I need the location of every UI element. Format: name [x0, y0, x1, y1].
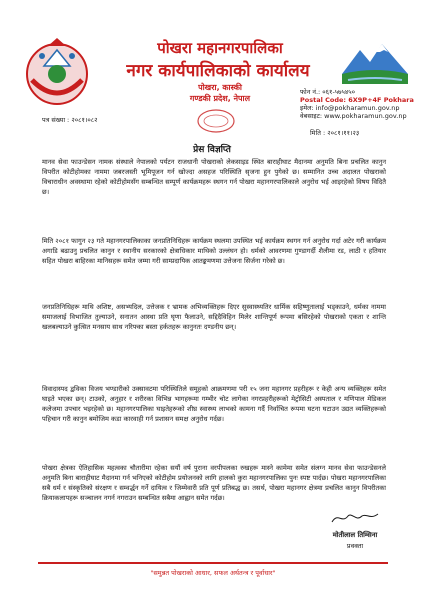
date-label: मिति :: [310, 129, 326, 137]
paragraph-1: मानव सेवा फाउन्डेसन नामक संस्थाले नेपालको पर्यटन राजधानी पोखराको लेकसाइड स्थित बाराहीघाट मैदानमा अनुमति बिना प्रचलित कानुन विपरीत कोटीहोमका नाममा जबरजस्ती भूमिपूजन गर्न खोज्दा असहज परिस्थिति सृजना हुन पुगेको छ। सम्मानित उच्च अदालत पोखराको विचाराधीन अवस्थामा रहेको कोटीहोमसँग सम्बन्धित सम्पूर्ण कार्यक्रमहरू स्थगन गर्न पोखरा महानगरपालिकाले अनुरोध भई आइरहेको विषय विदितै छ।: [42, 158, 386, 196]
reference-label: पत्र संख्या :: [42, 116, 70, 124]
paragraph-2: मिति २०८१ फागुन २३ गते महानगरपालिकाका जनप्रतिनिधिहरू कार्यक्रम स्थलमा उपस्थित भई कार्यक्रम स्थगन गर्न अनुरोध गर्दा अटेर गरी कार्यक्रम अगाडि बढाउनु प्रचलित कानुन र स्थानीय सरकारको क्षेत्राधिकार माथिको उल्लंघन हो। धर्मको आवरणमा गुण्डागर्दी शैलीमा रड, लाठी र हतियार सहित पोखरा बाहिरका मानिसहरू समेत जम्मा गरी साम्प्रदायिक आतङ्कमणमा उत्तेजना सिर्जना गरेको छ।: [42, 237, 386, 265]
reference-number: [42, 115, 97, 124]
office-province: गण्डकी प्रदेश, नेपाल: [189, 94, 251, 103]
website: वेबसाइट: www.pokharamun.gov.np: [300, 112, 407, 120]
postal-code: Postal Code: 6X9P+4F Pokhara: [300, 96, 414, 104]
org-name: पोखरा महानगरपालिका: [157, 39, 283, 57]
paragraph-3: जनप्रतिनिधिहरू माथि अशिष्ट, असभ्यदिल, उत्तेजक र भ्रामक अभिव्यक्तिहरू दिएर सुस्वास्थ्यतिर धार्मिक सहिष्णुतालाई भड्काउने, धर्मका नाममा समाजलाई विभाजित तुल्याउने, सनातन आस्था प्रति घृणा फैलाउने, सद्दिदैविहिन मिलेर शान्तिपूर्ण रूपमा बसिरहेको पोखराको एकता र शान्ति खलबल्याउने कुत्सित मनसाय साथ नरिफ्का बस्ता हर्कतहरू कानुनतः दण्डनीय छन्।: [42, 303, 386, 331]
footer-divider: [38, 562, 388, 564]
issue-date: [310, 128, 359, 137]
signatory-title: प्रवक्ता: [346, 542, 364, 550]
office-place: पोखरा, कास्की: [198, 83, 242, 92]
paragraph-4: विवादास्पद द्वविका विजय भण्डारीको उक्सावटमा परिस्थितिले समूहको आक्रमणमा परी १५ जना महानगर प्रहरीहरू र केही अन्य व्यक्तिहरू समेत घाइते भएका छन्। टाउको, अनुहार र शरीरका विभिन्न भागहरूमा गम्भीर चोट लागेका नगरप्रहरीहरूको मेट्रोसिटी अस्पताल र मणिपाल मेडिकल कलेजमा उपचार भइरहेको छ। महानगरपालिका घाइतेहरूको शीघ्र स्वास्थ्य लाभको कामना गर्दै निर्वाचित रूपमा घटना घटाउन उद्यत व्यक्तिहरूको पहिचान गरी कानुन बमोजिम कडा कारवाही गर्न प्रशासन समक्ष अनुरोध गर्दछ।: [42, 385, 386, 423]
contact-block: [300, 88, 420, 120]
document-heading: प्रेस विज्ञप्ति: [193, 145, 231, 155]
nepal-emblem-icon: [22, 36, 92, 108]
office-name: नगर कार्यपालिकाको कार्यालय: [126, 61, 310, 81]
date-value: २०८१।११।२३: [327, 129, 360, 137]
reference-value: २०८१।०८२: [71, 116, 98, 124]
footer-slogan: "समुन्नत पोखराको आधार, सफल अर्थतन्त्र र पूर्वाधार": [150, 569, 276, 577]
signature-icon: [330, 510, 380, 526]
office-stamp-icon: [196, 108, 236, 134]
paragraph-5: पोखरा क्षेत्रका ऐतिहासिक महत्वका चौतारीमा रहेका सयौं वर्ष पुराना वरपीपलका रुखहरू मास्ने कामेमा समेत संलग्न मानव सेवा फाउन्डेसनले अनुमति बिना बाराहीघाट मैदानमा गर्न भनिएको कोटीहोम प्रयोजनको लागि हालको कुरा महानगरपालिका पुनः स्पष्ट पार्दछ। पोखरा महानगरपालिका सबै धर्म र संस्कृतिको संरक्षण र सम्वर्द्धन गर्ने दायित्व र जिम्मेवारी प्रति पूर्ण प्रतिबद्ध छ। तसर्थ, पोखरा महानगर क्षेत्रमा प्रचलित कानुन विपरीतका क्रियाकलापहरू सञ्चालन नगर्न नगराउन सम्बन्धित सबैमा आह्वान समेत गर्दछ।: [42, 464, 386, 502]
pokhara-logo-icon: [340, 36, 410, 86]
email-address: इमेल: info@pokharamun.gov.np: [300, 104, 400, 112]
signatory-name: मोतीलाल तिम्सिना: [332, 531, 378, 539]
phone-number: फोन नं.: ०६१-५७५४५०: [300, 88, 356, 96]
